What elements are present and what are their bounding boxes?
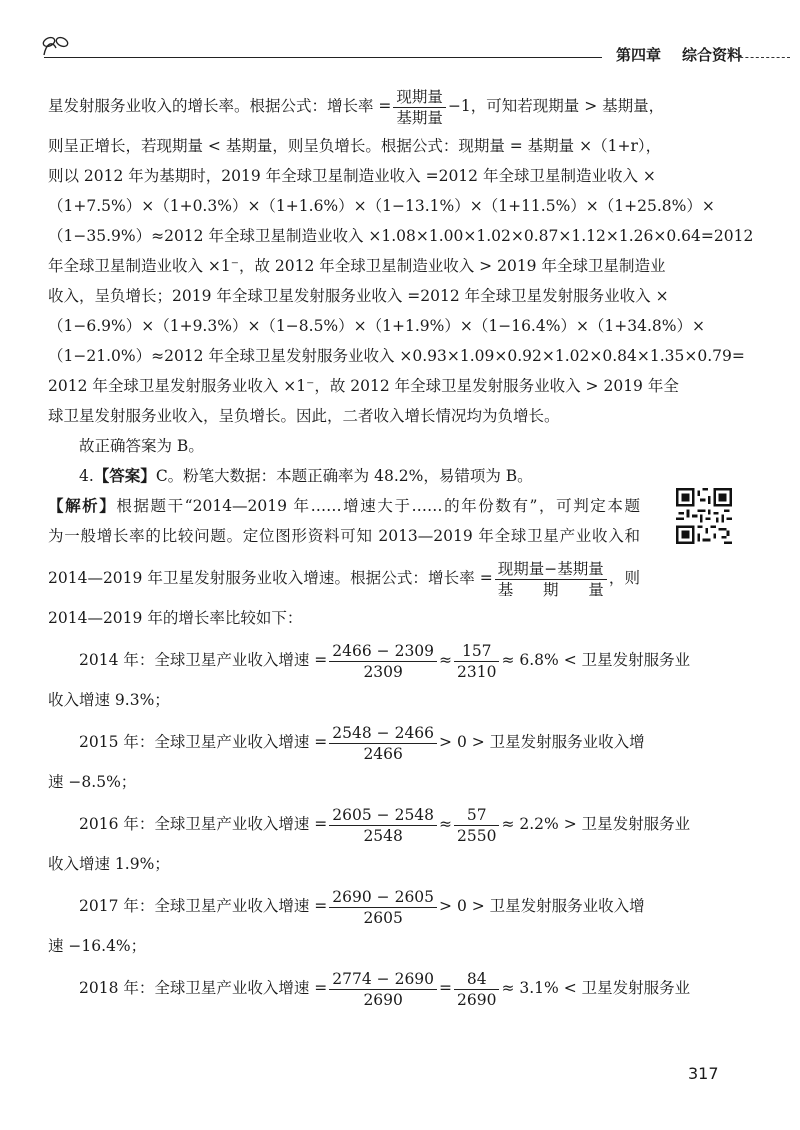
year-2016-calc: 2016 年：全球卫星产业收入增速 = $\frac{2605 - 2548}{2548}$ ≈ $\frac{57}{2550}$ ≈ 2.2% > 卫星发射服务业 xyxy=(79,805,691,845)
text-line: （1−6.9%）×（1+9.3%）×（1−8.5%）×（1+1.9%）×（1−16.4%）×（1+34.8%）× xyxy=(48,317,706,335)
header-rule-left xyxy=(44,57,602,58)
year-2017-result: 速 −16.4%； xyxy=(48,937,147,955)
answer-tag: 【答案】 xyxy=(93,466,156,485)
analysis-line: 【解析】根据题干“2014—2019 年……增速大于……的年份数有”，可判定本题 xyxy=(48,496,640,515)
text-line: （1−35.9%）≈2012 年全球卫星制造业收入 ×1.08×1.00×1.02×0.87×1.12×1.26×0.64=2012 xyxy=(48,227,754,245)
year-2018-calc: 2018 年：全球卫星产业收入增速 = $\frac{2774 - 2690}{2690}$ = $\frac{84}{2690}$ ≈ 3.1% < 卫星发射服务业 xyxy=(79,969,691,1009)
text-line: 收入，呈负增长；2019 年全球卫星发射服务业收入 =2012 年全球卫星发射服务业收入 × xyxy=(48,287,669,305)
text-line: （1−21.0%）≈2012 年全球卫星发射服务业收入 ×0.93×1.09×0.92×1.02×0.84×1.35×0.79= xyxy=(48,347,745,365)
text-line: 2014—2019 年的增长率比较如下： xyxy=(48,609,303,627)
year-2017-calc: 2017 年：全球卫星产业收入增速 = $\frac{2690 - 2605}{2605}$ > 0 > 卫星发射服务业收入增 xyxy=(79,887,645,927)
answer-conclusion: 故正确答案为 B。 xyxy=(79,437,204,455)
year-2014-result: 收入增速 9.3%； xyxy=(48,691,170,709)
fraction: $\frac{\text{现期量−基期量}}{\text{基期量}}$ xyxy=(495,559,607,600)
year-2014-calc: 2014 年：全球卫星产业收入增速 = $\frac{2466 - 2309}{2309}$ ≈ $\frac{157}{2310}$ ≈ 6.8% < 卫星发射服务业 xyxy=(79,641,691,681)
sprout-icon xyxy=(40,34,76,56)
text-line: 2014—2019 年卫星发射服务业收入增速。根据公式：增长率 = $\frac{\text{现期量−基期量}}{\text{基期量}}$ ，则 xyxy=(48,559,640,599)
header-rule-right xyxy=(735,57,790,58)
year-2016-result: 收入增速 1.9%； xyxy=(48,855,170,873)
text-line: 星发射服务业收入的增长率。根据公式：增长率 = $\frac{\text{现期量}}{\text{基期量}}$ −1，可知若现期量 > 基期量， xyxy=(48,87,665,127)
analysis-tag: 【解析】 xyxy=(48,496,117,515)
answer-line: 4.【答案】C。粉笔大数据：本题正确率为 48.2%，易错项为 B。 xyxy=(79,466,533,485)
fraction: $\frac{\text{现期量}}{\text{基期量}}$ xyxy=(393,87,446,128)
text-line: （1+7.5%）×（1+0.3%）×（1+1.6%）×（1−13.1%）×（1+11.5%）×（1+25.8%）× xyxy=(48,197,715,215)
qr-code-icon[interactable] xyxy=(676,488,732,544)
year-2015-result: 速 −8.5%； xyxy=(48,773,137,791)
text-line: 为一般增长率的比较问题。定位图形资料可知 2013—2019 年全球卫星产业收入和 xyxy=(48,527,640,545)
section-label: 综合资料 xyxy=(682,46,743,64)
text-line: 则呈正增长，若现期量 < 基期量，则呈负增长。根据公式：现期量 = 基期量 ×（1+r）， xyxy=(48,137,662,155)
text-line: 则以 2012 年为基期时，2019 年全球卫星制造业收入 =2012 年全球卫星制造业收入 × xyxy=(48,167,656,185)
year-2015-calc: 2015 年：全球卫星产业收入增速 = $\frac{2548 - 2466}{2466}$ > 0 > 卫星发射服务业收入增 xyxy=(79,723,645,763)
text-line: 2012 年全球卫星发射服务业收入 ×1⁻，故 2012 年全球卫星发射服务业收入 > 2019 年全 xyxy=(48,377,679,395)
page-body xyxy=(48,84,754,1018)
text-line: 年全球卫星制造业收入 ×1⁻，故 2012 年全球卫星制造业收入 > 2019 年全球卫星制造业 xyxy=(48,257,666,275)
page-header xyxy=(30,30,790,70)
text-line: 球卫星发射服务业收入，呈负增长。因此，二者收入增长情况均为负增长。 xyxy=(48,407,560,425)
chapter-label: 第四章 xyxy=(616,46,662,64)
page-number: 317 xyxy=(688,1064,719,1083)
